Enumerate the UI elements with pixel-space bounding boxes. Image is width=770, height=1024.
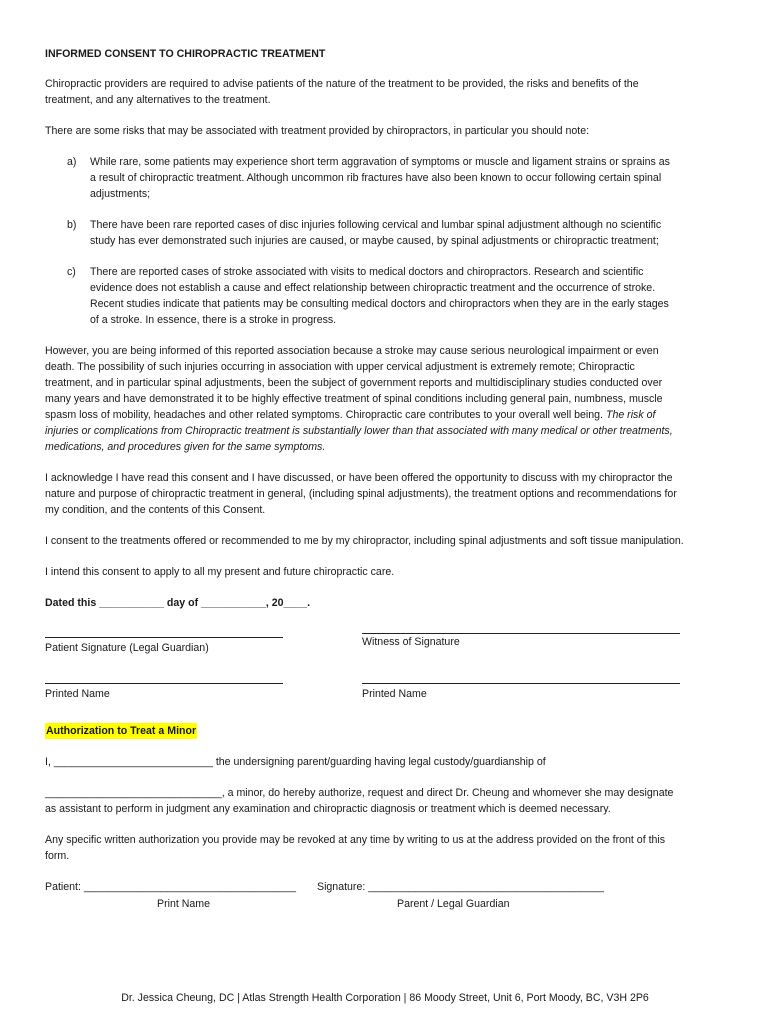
consent-paragraph: I consent to the treatments offered or recommended to me by my chiropractor, including spinal adjustments and soft tissue manipulation. xyxy=(45,535,684,547)
intro-paragraph: Chiropractic providers are required to advise patients of the nature of the treatment to be provided, the risks and benefits of the treatment, and any alternatives to the treatment. xyxy=(45,78,639,106)
minor-heading: Authorization to Treat a Minor xyxy=(46,725,197,737)
risk-list xyxy=(45,154,685,328)
risk-item-b xyxy=(45,217,685,249)
minor-line-1[interactable]: I, ___________________________ the undersigning parent/guarding having legal custody/guardianship of xyxy=(45,756,546,768)
parent-guardian-label: Parent / Legal Guardian xyxy=(397,898,510,910)
risk-item-c xyxy=(45,264,685,328)
print-name-label: Print Name xyxy=(157,898,210,910)
risk-item-a xyxy=(45,154,685,202)
witness-printed-name-line[interactable] xyxy=(362,683,680,684)
witness-signature-label: Witness of Signature xyxy=(362,636,460,648)
patient-printed-name-line[interactable] xyxy=(45,683,283,684)
risk-item-label: b) xyxy=(67,219,77,231)
footer-address: Dr. Jessica Cheung, DC | Atlas Strength Health Corporation | 86 Moody Street, Unit 6, Port Moody, BC, V3H 2P6 xyxy=(121,992,649,1004)
patient-signature-row xyxy=(45,879,685,915)
risk-item-label: c) xyxy=(67,266,76,278)
consent-document xyxy=(45,46,685,915)
however-italic-text: The risk of injuries or complications from Chiropractic treatment is substantially lower than that associated with many medical or other treatments, medications, and procedures given for the same symptoms. xyxy=(45,409,673,453)
dated-line[interactable]: Dated this ___________ day of ___________, 20____. xyxy=(45,597,311,609)
patient-signature-line[interactable] xyxy=(45,637,283,638)
however-paragraph xyxy=(45,343,685,455)
risk-item-text: While rare, some patients may experience short term aggravation of symptoms or muscle and ligament strains or sprains as a result of chiropractic treatment. Although uncommon rib fractures have also been known to occur following certain spinal adjustments; xyxy=(90,156,670,200)
signature-line[interactable]: Signature: ________________________________________ xyxy=(317,881,604,893)
however-text: However, you are being informed of this reported association because a stroke may cause serious neurological impairment or even death. The possibility of such injuries occurring in association with upper cervical adjustment is extremely remote; Chiropractic treatment, and in particular spinal adjustments, been the subject of government reports and multidisciplinary studies conducted over many years and have demonstrated it to be highly effective treatment of spinal conditions including general pain, numbness, muscle spasm loss of mobility, headaches and other related symptoms. Chiropractic care contributes to your overall well being. xyxy=(45,345,663,421)
intend-paragraph: I intend this consent to apply to all my present and future chiropractic care. xyxy=(45,566,395,578)
risk-item-text: There are reported cases of stroke associated with visits to medical doctors and chiropractors. Research and scientific evidence does not establish a cause and effect relationship between chiropractic treatment and the occurrence of stroke. Recent studies indicate that patients may be consulting medical doctors and chiropractors when they are in the early stages of a stroke. In essence, there is a stroke in progress. xyxy=(90,266,669,326)
witness-printed-name-label: Printed Name xyxy=(362,688,427,700)
patient-signature-label: Patient Signature (Legal Guardian) xyxy=(45,642,209,654)
patient-line[interactable]: Patient: ____________________________________ xyxy=(45,881,296,893)
document-title: INFORMED CONSENT TO CHIROPRACTIC TREATMENT xyxy=(45,48,326,60)
acknowledge-paragraph: I acknowledge I have read this consent and I have discussed, or have been offered the opportunity to discuss with my chiropractor the nature and purpose of chiropractic treatment in general, (including spinal adjustments), the treatment options and recommendations for my condition, and the contents of this Consent. xyxy=(45,472,677,516)
revoke-paragraph: Any specific written authorization you provide may be revoked at any time by writing to us at the address provided on the front of this form. xyxy=(45,834,666,862)
risks-intro-paragraph: There are some risks that may be associated with treatment provided by chiropractors, in particular you should note: xyxy=(45,125,590,137)
risk-item-label: a) xyxy=(67,156,77,168)
minor-line-2[interactable]: ______________________________, a minor, do hereby authorize, request and direct Dr. Cheung and whomever she may designate as assistant to perform in judgment any examination and chiropractic diagnosis or treatment which is deemed necessary. xyxy=(45,787,674,815)
patient-printed-name-label: Printed Name xyxy=(45,688,110,700)
signature-row xyxy=(45,633,685,683)
risk-item-text: There have been rare reported cases of disc injuries following cervical and lumbar spinal adjustment although no scientific study has ever demonstrated such injuries are caused, or maybe caused, by spinal adjustments or chiropractic treatment; xyxy=(90,219,662,247)
printed-name-row xyxy=(45,683,685,723)
